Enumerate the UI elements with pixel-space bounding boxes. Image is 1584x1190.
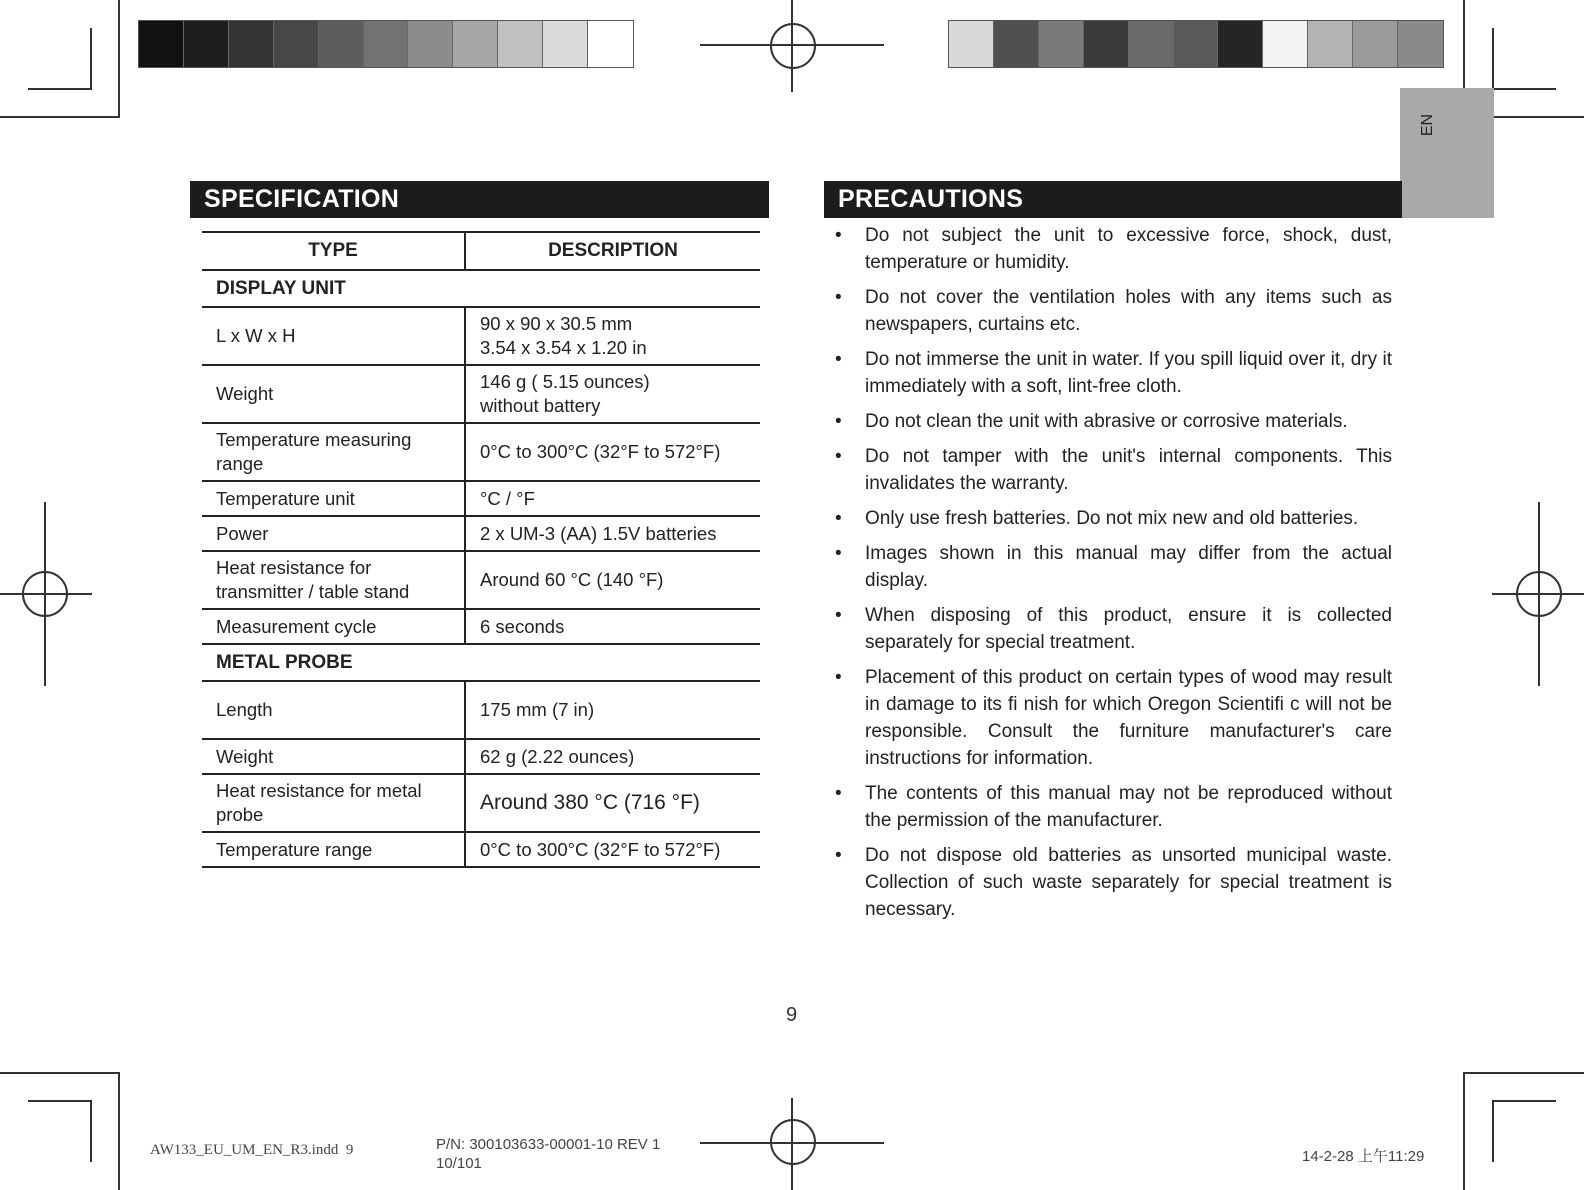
row-type: L x W x H bbox=[202, 307, 465, 365]
color-swatch bbox=[994, 21, 1039, 67]
footer-part-number: P/N: 300103633-00001-10 REV 1 bbox=[436, 1136, 661, 1153]
color-swatch bbox=[498, 21, 543, 67]
color-swatch bbox=[453, 21, 498, 67]
row-description: 0°C to 300°C (32°F to 572°F) bbox=[465, 832, 760, 867]
color-calibration-bar-right bbox=[948, 20, 1444, 68]
crop-mark bbox=[1492, 1100, 1494, 1162]
registration-mark-right bbox=[1492, 502, 1584, 686]
row-type: Heat resistance for metal probe bbox=[202, 774, 465, 832]
row-type: Weight bbox=[202, 739, 465, 774]
row-type: Length bbox=[202, 681, 465, 739]
table-row bbox=[202, 307, 760, 365]
page-number: 9 bbox=[786, 1004, 798, 1026]
list-item: • Do not dispose old batteries as unsorted municipal waste. Collection of such waste separately for special treatment is necessary. bbox=[835, 845, 1392, 920]
list-item: • Only use fresh batteries. Do not mix new and old batteries. bbox=[835, 508, 1359, 529]
crop-mark bbox=[28, 88, 92, 90]
language-tab-label: EN bbox=[1419, 113, 1436, 137]
specification-table bbox=[202, 231, 760, 868]
list-item: • Do not clean the unit with abrasive or corrosive materials. bbox=[835, 411, 1348, 432]
color-swatch bbox=[588, 21, 633, 67]
table-group-row bbox=[202, 270, 760, 307]
language-tab bbox=[1400, 88, 1494, 218]
color-swatch bbox=[1398, 21, 1443, 67]
crop-mark bbox=[1492, 88, 1556, 90]
row-type: Temperature measuring range bbox=[202, 423, 465, 481]
crop-mark bbox=[118, 0, 120, 118]
row-description: 62 g (2.22 ounces) bbox=[465, 739, 760, 774]
row-description: °C / °F bbox=[465, 481, 760, 516]
list-item: • Do not tamper with the unit's internal components. This invalidates the warranty. bbox=[835, 446, 1392, 494]
color-swatch bbox=[274, 21, 319, 67]
row-description: 90 x 90 x 30.5 mm 3.54 x 3.54 x 1.20 in bbox=[465, 307, 760, 365]
list-item: • The contents of this manual may not be reproduced without the permission of the manufacturer. bbox=[835, 783, 1392, 831]
crop-mark bbox=[1492, 28, 1494, 90]
table-row bbox=[202, 481, 760, 516]
footer-pages: 10/101 bbox=[436, 1155, 482, 1172]
list-item: • When disposing of this product, ensure it is collected separately for special treatment. bbox=[835, 605, 1392, 653]
registration-mark-left bbox=[0, 502, 92, 686]
row-type: Weight bbox=[202, 365, 465, 423]
table-group-row bbox=[202, 644, 760, 681]
table-row bbox=[202, 551, 760, 609]
row-type: Power bbox=[202, 516, 465, 551]
list-item: • Do not subject the unit to excessive force, shock, dust, temperature or humidity. bbox=[835, 225, 1392, 273]
color-swatch bbox=[408, 21, 453, 67]
row-description: 146 g ( 5.15 ounces) without battery bbox=[465, 365, 760, 423]
table-row bbox=[202, 832, 760, 867]
footer-filename: AW133_EU_UM_EN_R3.indd 9 bbox=[150, 1142, 354, 1158]
color-swatch bbox=[1308, 21, 1353, 67]
footer-timestamp: 14-2-28 上午11:29 bbox=[1302, 1148, 1425, 1165]
table-row bbox=[202, 681, 760, 739]
color-swatch bbox=[1039, 21, 1084, 67]
row-description: 0°C to 300°C (32°F to 572°F) bbox=[465, 423, 760, 481]
row-type: Temperature unit bbox=[202, 481, 465, 516]
table-row bbox=[202, 609, 760, 644]
column-header-type: TYPE bbox=[202, 232, 465, 270]
color-calibration-bar-left bbox=[138, 20, 634, 68]
list-item: • Images shown in this manual may differ from the actual display. bbox=[835, 543, 1392, 591]
row-description: Around 60 °C (140 °F) bbox=[465, 551, 760, 609]
color-swatch bbox=[184, 21, 229, 67]
group-label-display-unit: DISPLAY UNIT bbox=[202, 270, 760, 307]
crop-mark bbox=[118, 1072, 120, 1190]
precautions-list bbox=[832, 222, 1392, 931]
specification-heading: SPECIFICATION bbox=[190, 181, 769, 218]
list-item: • Do not immerse the unit in water. If you spill liquid over it, dry it immediately with a soft, lint-free cloth. bbox=[835, 349, 1392, 397]
color-swatch bbox=[949, 21, 994, 67]
color-swatch bbox=[1084, 21, 1129, 67]
color-swatch bbox=[543, 21, 588, 67]
table-row bbox=[202, 774, 760, 832]
registration-mark-bottom bbox=[700, 1098, 884, 1190]
crop-mark bbox=[1492, 1100, 1556, 1102]
row-type: Temperature range bbox=[202, 832, 465, 867]
crop-mark bbox=[90, 1100, 92, 1162]
color-swatch bbox=[1353, 21, 1398, 67]
row-description: Around 380 °C (716 °F) bbox=[465, 774, 760, 832]
crop-mark bbox=[1463, 1072, 1584, 1074]
color-swatch bbox=[1218, 21, 1263, 67]
row-description: 6 seconds bbox=[465, 609, 760, 644]
table-row bbox=[202, 365, 760, 423]
list-item: • Placement of this product on certain types of wood may result in damage to its fi nish for which Oregon Scientifi c will not be responsible. Consult the furniture manufacturer's care instructions for information. bbox=[835, 667, 1392, 769]
row-type: Measurement cycle bbox=[202, 609, 465, 644]
list-item: • Do not cover the ventilation holes with any items such as newspapers, curtains etc. bbox=[835, 287, 1392, 335]
table-row bbox=[202, 516, 760, 551]
crop-mark bbox=[0, 1072, 120, 1074]
color-swatch bbox=[1263, 21, 1308, 67]
crop-mark bbox=[1463, 1072, 1465, 1190]
table-row bbox=[202, 423, 760, 481]
color-swatch bbox=[139, 21, 184, 67]
table-header-row bbox=[202, 232, 760, 270]
color-swatch bbox=[364, 21, 409, 67]
table-row bbox=[202, 739, 760, 774]
crop-mark bbox=[90, 28, 92, 90]
row-description: 2 x UM-3 (AA) 1.5V batteries bbox=[465, 516, 760, 551]
crop-mark bbox=[28, 1100, 92, 1102]
color-swatch bbox=[1129, 21, 1174, 67]
row-description: 175 mm (7 in) bbox=[465, 681, 760, 739]
row-type: Heat resistance for transmitter / table stand bbox=[202, 551, 465, 609]
group-label-metal-probe: METAL PROBE bbox=[202, 644, 760, 681]
registration-mark-top bbox=[700, 0, 884, 92]
crop-mark bbox=[0, 116, 120, 118]
color-swatch bbox=[229, 21, 274, 67]
precautions-heading: PRECAUTIONS bbox=[824, 181, 1402, 218]
color-swatch bbox=[1174, 21, 1219, 67]
column-header-description: DESCRIPTION bbox=[465, 232, 760, 270]
color-swatch bbox=[319, 21, 364, 67]
